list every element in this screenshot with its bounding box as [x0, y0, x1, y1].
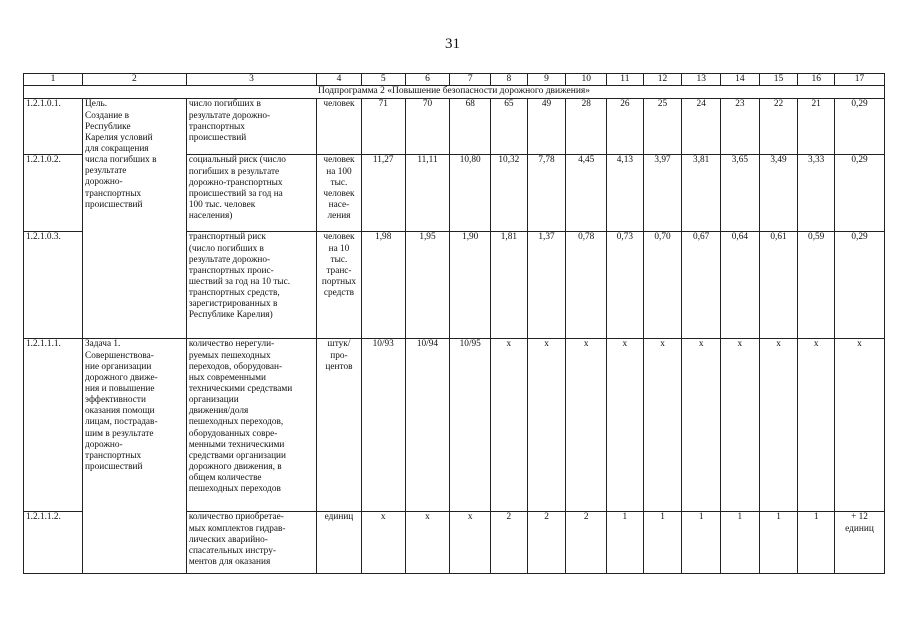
value-cell: 23: [721, 99, 760, 155]
value-cell: 1: [607, 512, 644, 574]
value-cell: 0,67: [682, 232, 721, 339]
value-cell: 11,27: [361, 155, 405, 232]
value-cell: x: [361, 512, 405, 574]
value-cell: 0,78: [566, 232, 607, 339]
row-code: 1.2.1.1.2.: [24, 512, 83, 574]
value-cell: 1: [643, 512, 682, 574]
value-cell: 4,13: [607, 155, 644, 232]
value-cell: x: [566, 339, 607, 512]
header-cell: 2: [83, 74, 187, 86]
value-cell: x: [527, 339, 566, 512]
header-cell: 17: [835, 74, 885, 86]
value-cell: 4,45: [566, 155, 607, 232]
subprogram-row: [24, 86, 885, 99]
row-code: 1.2.1.0.2.: [24, 155, 83, 232]
indicator-cell: количество приобретае- мых комплектов гидрав- лических аварийно- спасательных инстру- ментов для оказания: [186, 512, 316, 574]
value-cell: 1,37: [527, 232, 566, 339]
header-cell: 12: [643, 74, 682, 86]
unit-cell: штук/ про- центов: [317, 339, 362, 512]
value-cell: 21: [798, 99, 835, 155]
value-cell: 3,81: [682, 155, 721, 232]
value-cell: + 12 единиц: [835, 512, 885, 574]
value-cell: 10/95: [450, 339, 491, 512]
header-cell: 14: [721, 74, 760, 86]
row-code: 1.2.1.0.1.: [24, 99, 83, 155]
header-cell: 7: [450, 74, 491, 86]
value-cell: 10/94: [405, 339, 450, 512]
header-cell: 3: [186, 74, 316, 86]
value-cell: x: [405, 512, 450, 574]
value-cell: 0,61: [759, 232, 798, 339]
unit-cell: единиц: [317, 512, 362, 574]
value-cell: 26: [607, 99, 644, 155]
value-cell: x: [835, 339, 885, 512]
header-cell: 4: [317, 74, 362, 86]
value-cell: 1,98: [361, 232, 405, 339]
header-cell: 13: [682, 74, 721, 86]
unit-cell: человек на 100 тыс. человек насе- ления: [317, 155, 362, 232]
header-cell: 9: [527, 74, 566, 86]
value-cell: 65: [491, 99, 528, 155]
value-cell: 71: [361, 99, 405, 155]
value-cell: 0,64: [721, 232, 760, 339]
header-cell: 15: [759, 74, 798, 86]
page-number: 31: [445, 36, 460, 52]
indicator-cell: число погибших в результате дорожно- транспортных происшествий: [186, 99, 316, 155]
value-cell: 11,11: [405, 155, 450, 232]
header-cell: 16: [798, 74, 835, 86]
header-cell: 11: [607, 74, 644, 86]
value-cell: 68: [450, 99, 491, 155]
value-cell: x: [721, 339, 760, 512]
value-cell: 0,73: [607, 232, 644, 339]
value-cell: 0,70: [643, 232, 682, 339]
value-cell: 1: [682, 512, 721, 574]
value-cell: 25: [643, 99, 682, 155]
value-cell: x: [643, 339, 682, 512]
header-cell: 5: [361, 74, 405, 86]
indicator-cell: количество нерегули- руемых пешеходных переходов, оборудован- ных современными техническими средствами организации движения/доля пешеходных переходов, оборудованных совре- менными техническими средствами организации дорожного движения, в общем количестве пешеходных переходов: [186, 339, 316, 512]
indicator-cell: социальный риск (число погибших в результате дорожно-транспортных происшествий за год на 100 тыс. человек населения): [186, 155, 316, 232]
header-cell: 10: [566, 74, 607, 86]
value-cell: x: [682, 339, 721, 512]
value-cell: 10/93: [361, 339, 405, 512]
value-cell: 28: [566, 99, 607, 155]
goal-cell: Цель. Создание в Республике Карелия условий для сокращения числа погибших в результате дорожно- транспортных происшествий: [83, 99, 187, 339]
value-cell: 2: [527, 512, 566, 574]
unit-cell: человек: [317, 99, 362, 155]
value-cell: 1: [798, 512, 835, 574]
value-cell: 10,80: [450, 155, 491, 232]
value-cell: 22: [759, 99, 798, 155]
value-cell: 0,29: [835, 155, 885, 232]
row-code: 1.2.1.0.3.: [24, 232, 83, 339]
indicators-table: [23, 73, 885, 574]
table-row: [24, 339, 885, 512]
value-cell: 1: [759, 512, 798, 574]
value-cell: x: [759, 339, 798, 512]
value-cell: 70: [405, 99, 450, 155]
subprogram-title: Подпрограмма 2 «Повышение безопасности дорожного движения»: [24, 86, 885, 99]
value-cell: 0,29: [835, 99, 885, 155]
value-cell: 3,33: [798, 155, 835, 232]
value-cell: 0,29: [835, 232, 885, 339]
table-row: [24, 99, 885, 155]
value-cell: 10,32: [491, 155, 528, 232]
indicator-cell: транспортный риск (число погибших в результате дорожно- транспортных проис- шествий за год на 10 тыс. транспортных средств, зарегистрированных в Республике Карелия): [186, 232, 316, 339]
row-code: 1.2.1.1.1.: [24, 339, 83, 512]
value-cell: 2: [566, 512, 607, 574]
value-cell: 3,49: [759, 155, 798, 232]
value-cell: x: [798, 339, 835, 512]
value-cell: x: [491, 339, 528, 512]
value-cell: 3,97: [643, 155, 682, 232]
unit-cell: человек на 10 тыс. транс- портных средств: [317, 232, 362, 339]
header-row: [24, 74, 885, 86]
header-cell: 8: [491, 74, 528, 86]
value-cell: 1,95: [405, 232, 450, 339]
value-cell: 3,65: [721, 155, 760, 232]
value-cell: 1: [721, 512, 760, 574]
value-cell: 1,90: [450, 232, 491, 339]
value-cell: 24: [682, 99, 721, 155]
value-cell: 0,59: [798, 232, 835, 339]
value-cell: 1,81: [491, 232, 528, 339]
value-cell: 7,78: [527, 155, 566, 232]
value-cell: 49: [527, 99, 566, 155]
value-cell: x: [607, 339, 644, 512]
value-cell: 2: [491, 512, 528, 574]
value-cell: x: [450, 512, 491, 574]
header-cell: 1: [24, 74, 83, 86]
header-cell: 6: [405, 74, 450, 86]
task-cell: Задача 1. Совершенствова- ние организации дорожного движе- ния и повышение эффективности оказания помощи лицам, пострадав- шим в результате дорожно- транспортных происшествий: [83, 339, 187, 574]
